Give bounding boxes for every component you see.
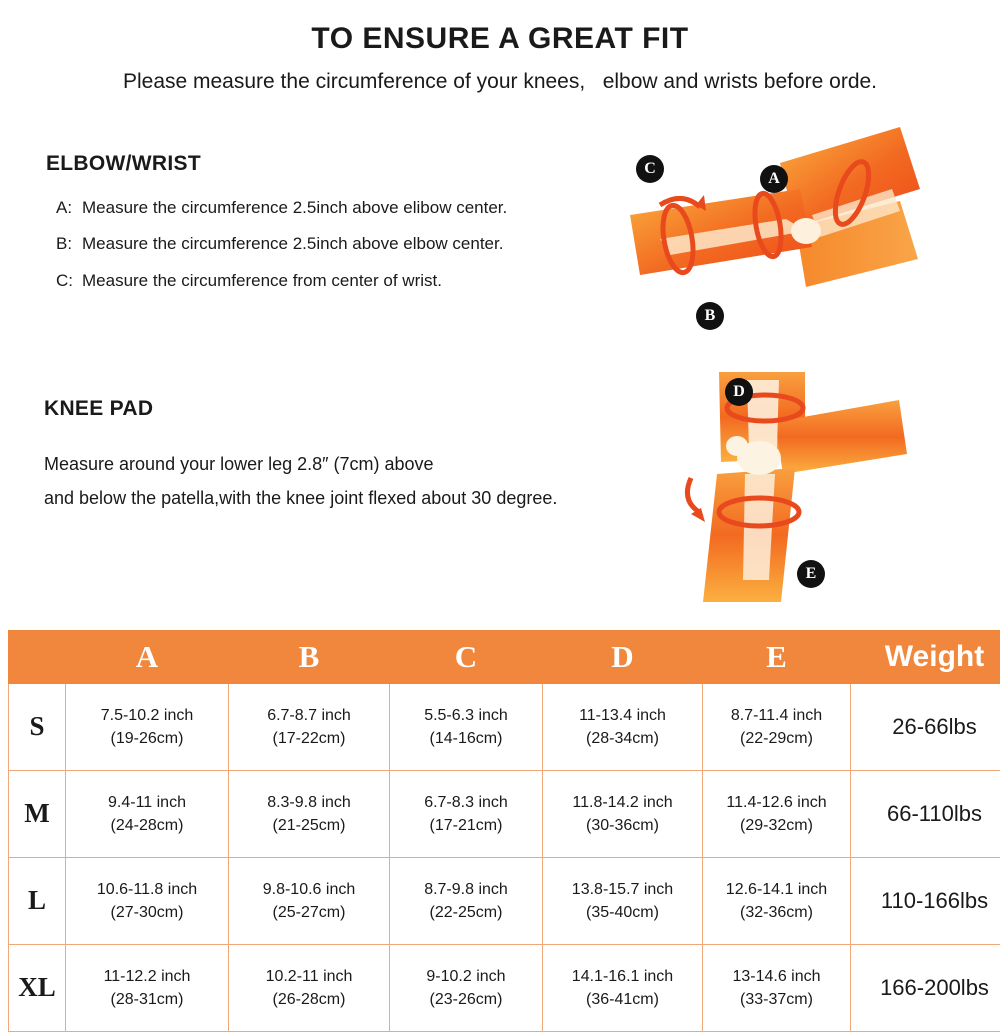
list-item <box>46 234 666 254</box>
cell-size: M <box>9 771 66 858</box>
knee-illustration <box>655 362 925 612</box>
column-header-e: E <box>703 631 851 684</box>
cell-d-cm: (30-36cm) <box>544 814 701 837</box>
page-title: TO ENSURE A GREAT FIT <box>0 22 1000 56</box>
cell-size: S <box>9 684 66 771</box>
cell-c-cm: (14-16cm) <box>391 727 541 750</box>
cell-size: L <box>9 858 66 945</box>
column-header-d: D <box>543 631 703 684</box>
elbow-wrist-heading: ELBOW/WRIST <box>46 152 666 176</box>
cell-e-cm: (22-29cm) <box>704 727 849 750</box>
cell-e-cm: (29-32cm) <box>704 814 849 837</box>
knee-pad-heading: KNEE PAD <box>44 397 684 421</box>
cell-weight: 110-166lbs <box>851 858 1000 945</box>
column-header-b: B <box>229 631 390 684</box>
cell-a <box>66 858 229 945</box>
cell-c <box>390 684 543 771</box>
cell-b <box>229 684 390 771</box>
cell-e-cm: (32-36cm) <box>704 901 849 924</box>
cell-a-cm: (19-26cm) <box>67 727 227 750</box>
table-body <box>9 684 1000 1032</box>
measure-text: Measure the circumference 2.5inch above elibow center. <box>82 198 666 218</box>
cell-d <box>543 684 703 771</box>
cell-a-cm: (24-28cm) <box>67 814 227 837</box>
cell-d-cm: (35-40cm) <box>544 901 701 924</box>
marker-b: B <box>696 302 724 330</box>
knee-pad-section <box>44 397 684 515</box>
cell-b-cm: (26-28cm) <box>230 988 388 1011</box>
cell-e-inch: 11.4-12.6 inch <box>704 791 849 814</box>
cell-d-inch: 13.8-15.7 inch <box>544 878 701 901</box>
marker-e: E <box>797 560 825 588</box>
cell-e <box>703 771 851 858</box>
cell-a <box>66 771 229 858</box>
table-row <box>9 858 1000 945</box>
cell-d <box>543 945 703 1032</box>
marker-c: C <box>636 155 664 183</box>
table-header <box>9 631 1000 684</box>
measure-key: C: <box>46 271 82 291</box>
list-item <box>46 271 666 291</box>
cell-c <box>390 945 543 1032</box>
cell-weight: 166-200lbs <box>851 945 1000 1032</box>
cell-c-inch: 9-10.2 inch <box>391 965 541 988</box>
cell-b-inch: 8.3-9.8 inch <box>230 791 388 814</box>
cell-weight: 26-66lbs <box>851 684 1000 771</box>
cell-e-inch: 13-14.6 inch <box>704 965 849 988</box>
size-chart-table <box>8 630 1000 1032</box>
cell-e-inch: 12.6-14.1 inch <box>704 878 849 901</box>
cell-b-inch: 10.2-11 inch <box>230 965 388 988</box>
cell-c-inch: 5.5-6.3 inch <box>391 704 541 727</box>
cell-a-inch: 7.5-10.2 inch <box>67 704 227 727</box>
cell-b-cm: (25-27cm) <box>230 901 388 924</box>
cell-b-cm: (21-25cm) <box>230 814 388 837</box>
cell-d-cm: (28-34cm) <box>544 727 701 750</box>
column-header-a: A <box>66 631 229 684</box>
cell-a-cm: (28-31cm) <box>67 988 227 1011</box>
cell-d-cm: (36-41cm) <box>544 988 701 1011</box>
cell-a <box>66 945 229 1032</box>
cell-e-inch: 8.7-11.4 inch <box>704 704 849 727</box>
table-header-row <box>9 631 1000 684</box>
cell-c <box>390 771 543 858</box>
cell-d-inch: 11-13.4 inch <box>544 704 701 727</box>
page-subtitle: Please measure the circumference of your knees, elbow and wrists before orde. <box>0 70 1000 94</box>
table-row <box>9 945 1000 1032</box>
elbow-wrist-measure-list <box>46 198 666 291</box>
elbow-wrist-section <box>46 152 666 307</box>
cell-e <box>703 858 851 945</box>
arm-illustration <box>600 127 920 342</box>
knee-pad-description <box>44 447 684 515</box>
cell-b-inch: 6.7-8.7 inch <box>230 704 388 727</box>
table-row <box>9 771 1000 858</box>
cell-e <box>703 945 851 1032</box>
cell-c-inch: 8.7-9.8 inch <box>391 878 541 901</box>
cell-b-inch: 9.8-10.6 inch <box>230 878 388 901</box>
knee-pad-line-1: Measure around your lower leg 2.8″ (7cm) above <box>44 447 684 481</box>
column-header-c: C <box>390 631 543 684</box>
cell-c-cm: (22-25cm) <box>391 901 541 924</box>
marker-a: A <box>760 165 788 193</box>
column-header-weight: Weight <box>851 631 1000 684</box>
cell-e-cm: (33-37cm) <box>704 988 849 1011</box>
cell-e <box>703 684 851 771</box>
cell-d <box>543 858 703 945</box>
cell-a-inch: 10.6-11.8 inch <box>67 878 227 901</box>
cell-c <box>390 858 543 945</box>
cell-b <box>229 771 390 858</box>
cell-d-inch: 11.8-14.2 inch <box>544 791 701 814</box>
cell-weight: 66-110lbs <box>851 771 1000 858</box>
measure-key: A: <box>46 198 82 218</box>
measure-text: Measure the circumference 2.5inch above elbow center. <box>82 234 666 254</box>
measure-text: Measure the circumference from center of wrist. <box>82 271 666 291</box>
cell-size: XL <box>9 945 66 1032</box>
knee-diagram-icon <box>655 362 925 612</box>
cell-d-inch: 14.1-16.1 inch <box>544 965 701 988</box>
cell-a-cm: (27-30cm) <box>67 901 227 924</box>
marker-d: D <box>725 378 753 406</box>
cell-a-inch: 11-12.2 inch <box>67 965 227 988</box>
cell-c-cm: (17-21cm) <box>391 814 541 837</box>
cell-a-inch: 9.4-11 inch <box>67 791 227 814</box>
size-guide-page <box>0 22 1000 1022</box>
cell-a <box>66 684 229 771</box>
column-header-size <box>9 631 66 684</box>
measure-key: B: <box>46 234 82 254</box>
cell-d <box>543 771 703 858</box>
cell-b <box>229 945 390 1032</box>
cell-b <box>229 858 390 945</box>
cell-c-cm: (23-26cm) <box>391 988 541 1011</box>
list-item <box>46 198 666 218</box>
cell-c-inch: 6.7-8.3 inch <box>391 791 541 814</box>
cell-b-cm: (17-22cm) <box>230 727 388 750</box>
table-row <box>9 684 1000 771</box>
knee-pad-line-2: and below the patella,with the knee joint flexed about 30 degree. <box>44 481 684 515</box>
